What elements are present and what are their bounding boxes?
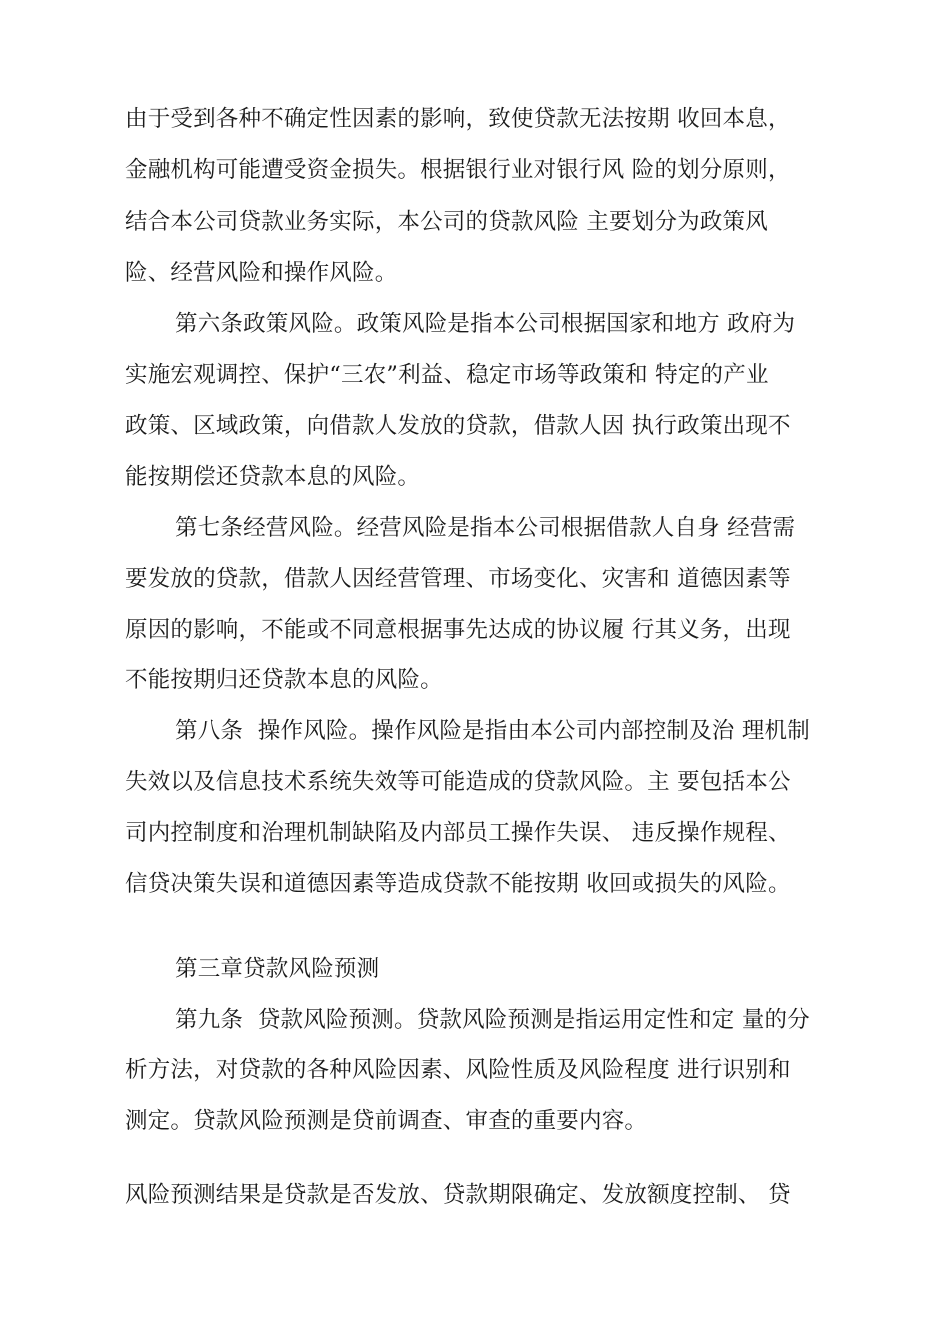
article-8-line-1: 第八条 操作风险。操作风险是指由本公司内部控制及治 理机制 <box>175 718 810 744</box>
article-6-line-1: 第六条政策风险。政策风险是指本公司根据国家和地方 政府为 <box>175 311 796 337</box>
article-8-line-4: 信贷决策失误和道德因素等造成贷款不能按期 收回或损失的风险。 <box>125 871 791 897</box>
article-6-line-4: 能按期偿还贷款本息的风险。 <box>125 464 421 490</box>
intro-line-1: 由于受到各种不确定性因素的影响，致使贷款无法按期 收回本息， <box>125 106 791 132</box>
trailing-line-1: 风险预测结果是贷款是否发放、贷款期限确定、发放额度控制、 贷 <box>125 1182 791 1208</box>
article-9-line-1: 第九条 贷款风险预测。贷款风险预测是指运用定性和定 量的分 <box>175 1007 810 1033</box>
article-8-line-3: 司内控制度和治理机制缺陷及内部员工操作失误、 违反操作规程、 <box>125 820 791 846</box>
article-7-line-2: 要发放的贷款，借款人因经营管理、市场变化、灾害和 道德因素等 <box>125 566 791 592</box>
article-6-line-3: 政策、区域政策，向借款人发放的贷款，借款人因 执行政策出现不 <box>125 413 791 439</box>
article-9-line-2: 析方法，对贷款的各种风险因素、风险性质及风险程度 进行识别和 <box>125 1057 791 1083</box>
article-7-line-3: 原因的影响，不能或不同意根据事先达成的协议履 行其义务，出现 <box>125 617 791 643</box>
article-9-line-3: 测定。贷款风险预测是贷前调查、审查的重要内容。 <box>125 1108 648 1134</box>
article-8-line-2: 失效以及信息技术系统失效等可能造成的贷款风险。主 要包括本公 <box>125 769 791 795</box>
intro-line-3: 结合本公司贷款业务实际，本公司的贷款风险 主要划分为政策风 <box>125 209 768 235</box>
intro-line-2: 金融机构可能遭受资金损失。根据银行业对银行风 险的划分原则， <box>125 157 791 183</box>
article-7-line-1: 第七条经营风险。经营风险是指本公司根据借款人自身 经营需 <box>175 515 796 541</box>
article-6-line-2: 实施宏观调控、保护“三农”利益、稳定市场等政策和 特定的产业 <box>125 362 769 388</box>
intro-line-4: 险、经营风险和操作风险。 <box>125 260 398 286</box>
chapter-3-heading: 第三章贷款风险预测 <box>175 956 380 982</box>
article-7-line-4: 不能按期归还贷款本息的风险。 <box>125 667 443 693</box>
